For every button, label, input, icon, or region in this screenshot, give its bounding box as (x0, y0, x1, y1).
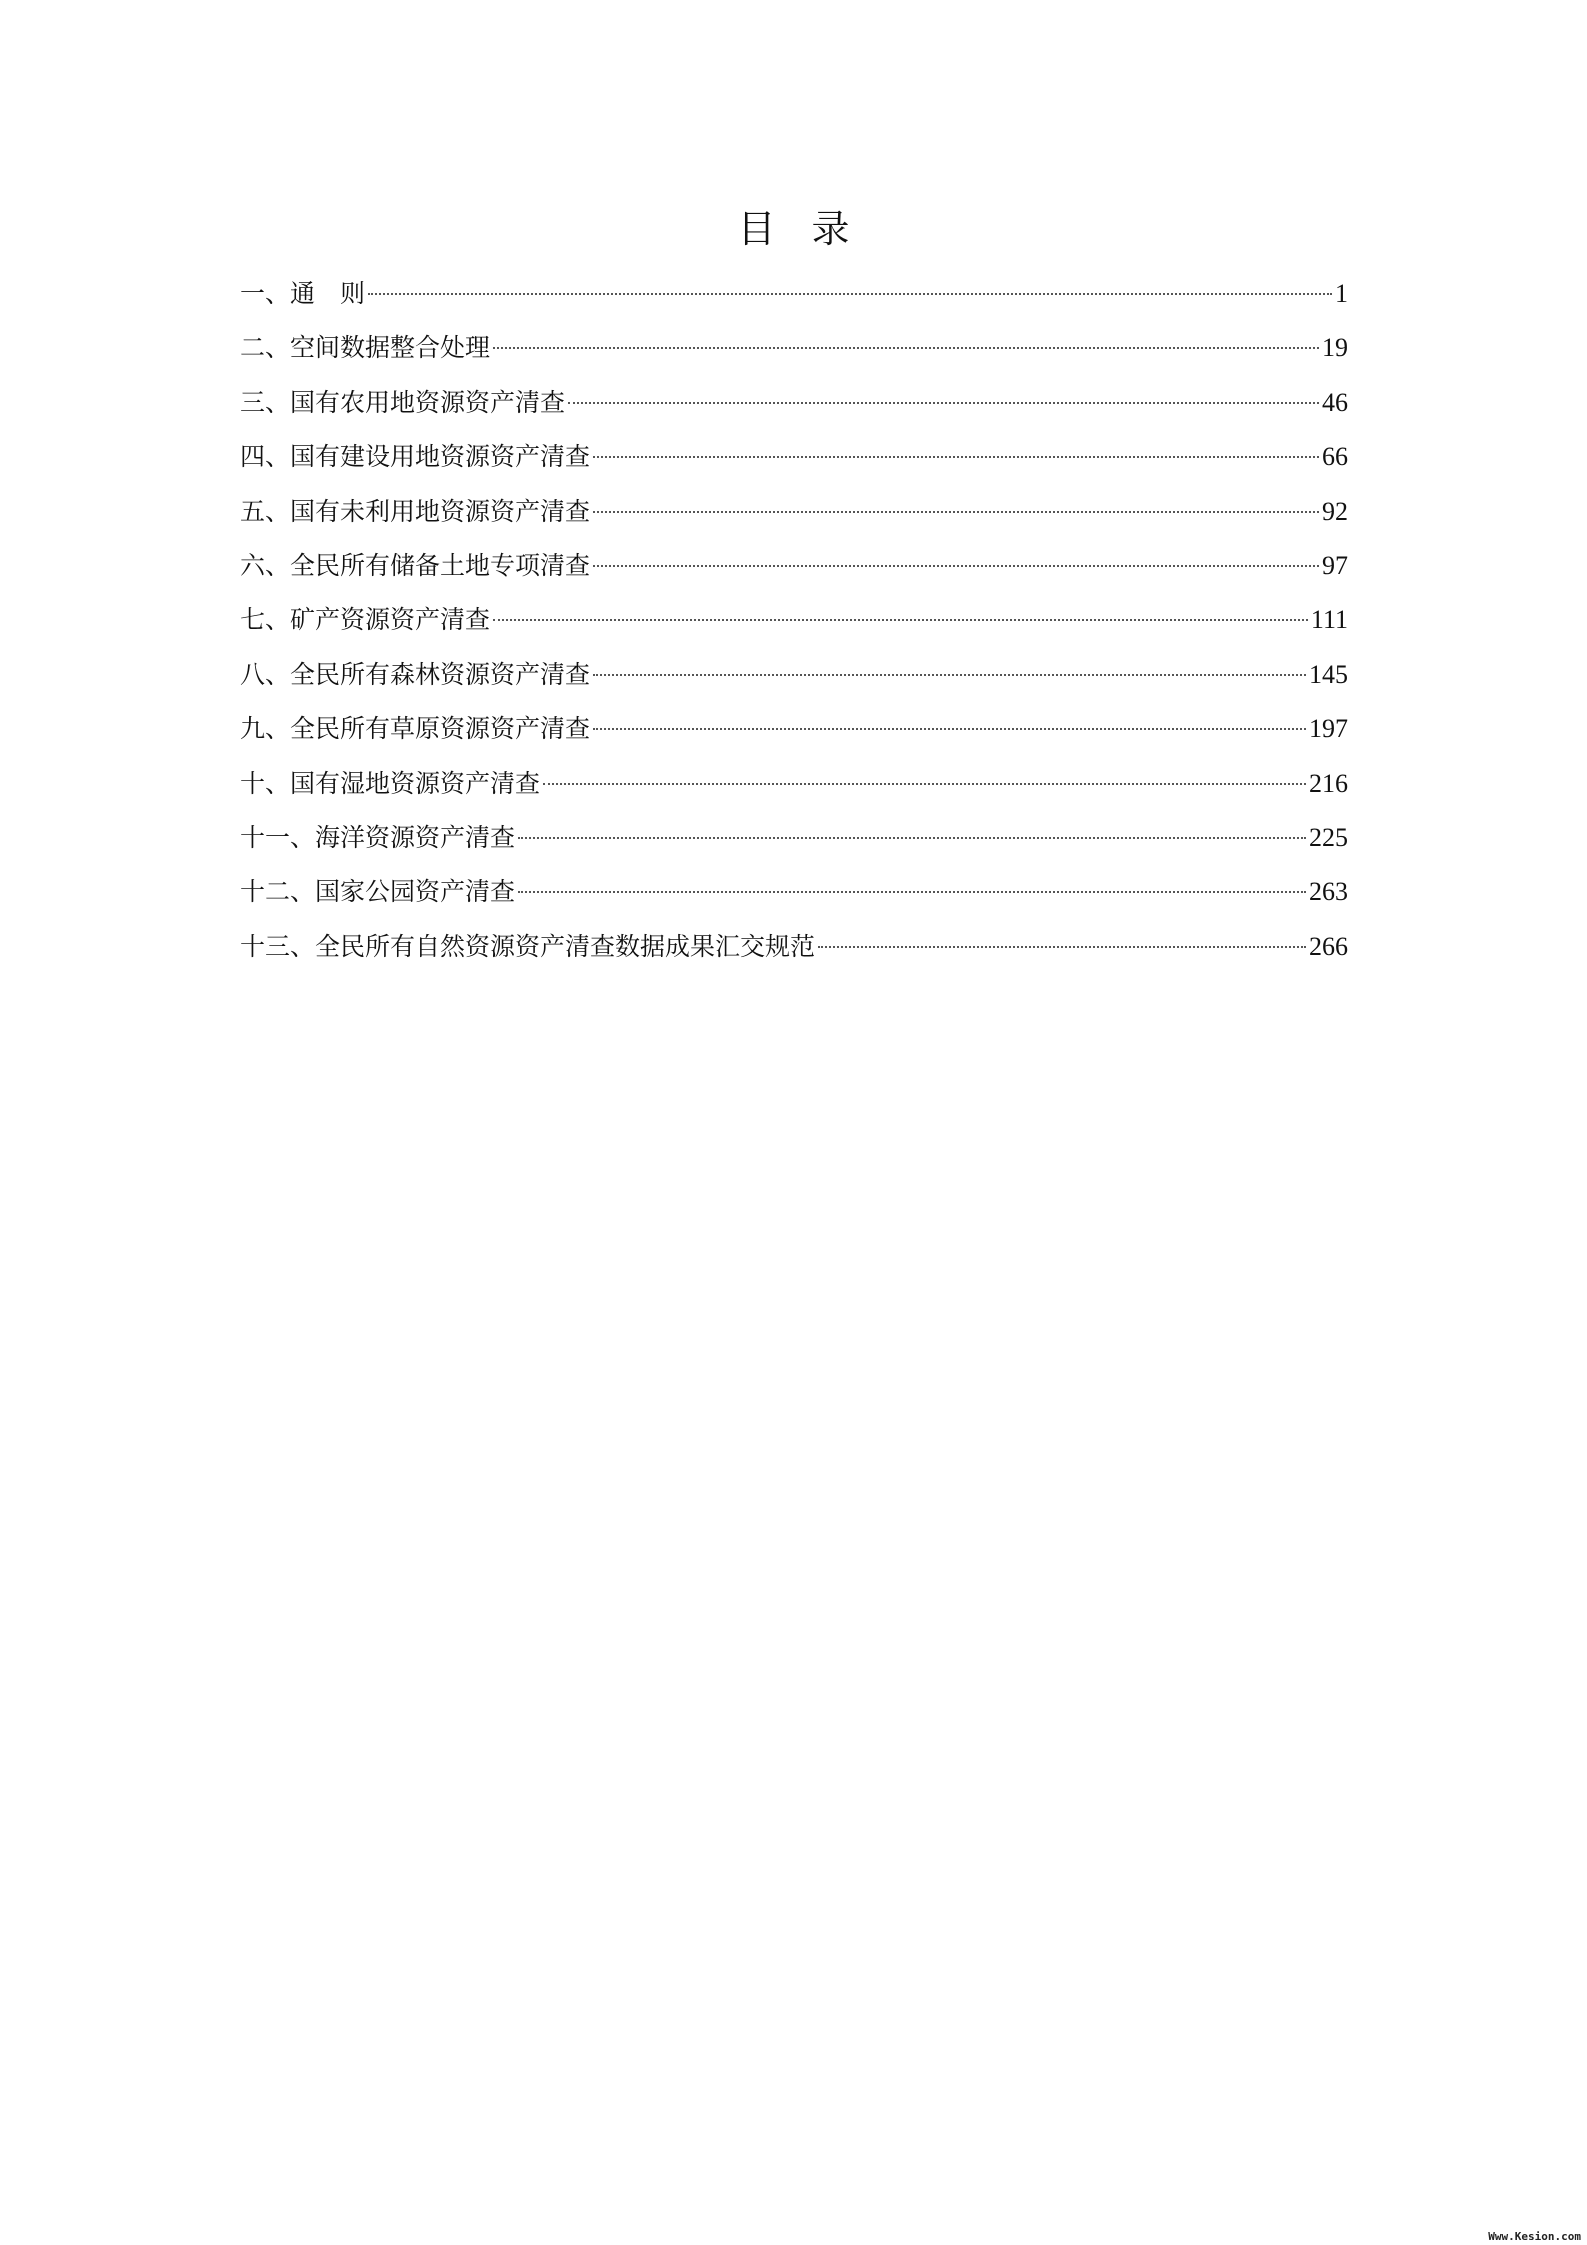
toc-entry-page: 66 (1322, 442, 1348, 472)
site-watermark: Www.Kesion.com (1488, 2230, 1581, 2243)
toc-leader-dots (818, 946, 1306, 948)
toc-entry-label: 六、全民所有储备土地专项清查 (240, 550, 591, 580)
toc-entry[interactable] (240, 927, 1348, 981)
toc-entry-label: 十、国有湿地资源资产清查 (240, 768, 541, 798)
toc-leader-dots (593, 456, 1319, 458)
toc-leader-dots (593, 728, 1306, 730)
toc-leader-dots (518, 891, 1306, 893)
toc-entry-page: 266 (1309, 931, 1348, 961)
toc-entry-label: 一、通 则 (240, 279, 366, 308)
toc-leader-dots (593, 511, 1319, 513)
toc-entry-page: 46 (1322, 387, 1348, 417)
toc-entry-label: 七、矿产资源资产清查 (240, 605, 491, 635)
toc-leader-dots (493, 347, 1319, 349)
toc-leader-dots (543, 783, 1306, 785)
toc-entry[interactable] (240, 274, 1348, 328)
toc-entry-label: 四、国有建设用地资源资产清查 (240, 442, 591, 472)
toc-entry-page: 263 (1309, 877, 1348, 907)
toc-entry-page: 145 (1309, 659, 1348, 689)
toc-entry[interactable] (240, 655, 1348, 709)
toc-title-first-char: 目 (737, 207, 776, 251)
toc-entry-label: 十三、全民所有自然资源资产清查数据成果汇交规范 (240, 931, 816, 961)
toc-leader-dots (593, 674, 1306, 676)
toc-entry-page: 19 (1322, 333, 1348, 363)
toc-entry[interactable] (240, 818, 1348, 872)
toc-title-second-char: 录 (811, 207, 850, 251)
toc-entry-label: 九、全民所有草原资源资产清查 (240, 714, 591, 744)
toc-entry-page: 216 (1309, 768, 1348, 798)
toc-entry[interactable] (240, 600, 1348, 654)
toc-entry-label: 三、国有农用地资源资产清查 (240, 387, 566, 417)
toc-entry-page: 92 (1322, 496, 1348, 526)
toc-entry-label: 十一、海洋资源资产清查 (240, 822, 516, 852)
toc-entry[interactable] (240, 437, 1348, 491)
toc-list (240, 274, 1348, 981)
toc-entry[interactable] (240, 709, 1348, 763)
toc-entry-page: 225 (1309, 822, 1348, 852)
toc-leader-dots (593, 565, 1319, 567)
toc-entry[interactable] (240, 328, 1348, 382)
toc-leader-dots (493, 619, 1308, 621)
toc-entry[interactable] (240, 383, 1348, 437)
toc-leader-dots (568, 402, 1319, 404)
toc-entry-page: 111 (1310, 605, 1348, 635)
toc-entry[interactable] (240, 872, 1348, 926)
toc-entry[interactable] (240, 492, 1348, 546)
toc-entry-label: 五、国有未利用地资源资产清查 (240, 496, 591, 526)
toc-entry-label: 八、全民所有森林资源资产清查 (240, 659, 591, 689)
toc-leader-dots (368, 293, 1332, 295)
toc-entry-label: 二、空间数据整合处理 (240, 333, 491, 363)
toc-entry-page: 97 (1322, 550, 1348, 580)
toc-entry-page: 197 (1309, 714, 1348, 744)
toc-entry-page: 1 (1335, 279, 1348, 308)
toc-entry[interactable] (240, 546, 1348, 600)
toc-leader-dots (518, 837, 1306, 839)
toc-entry[interactable] (240, 764, 1348, 818)
toc-entry-label: 十二、国家公园资产清查 (240, 877, 516, 907)
toc-title (0, 204, 1587, 254)
